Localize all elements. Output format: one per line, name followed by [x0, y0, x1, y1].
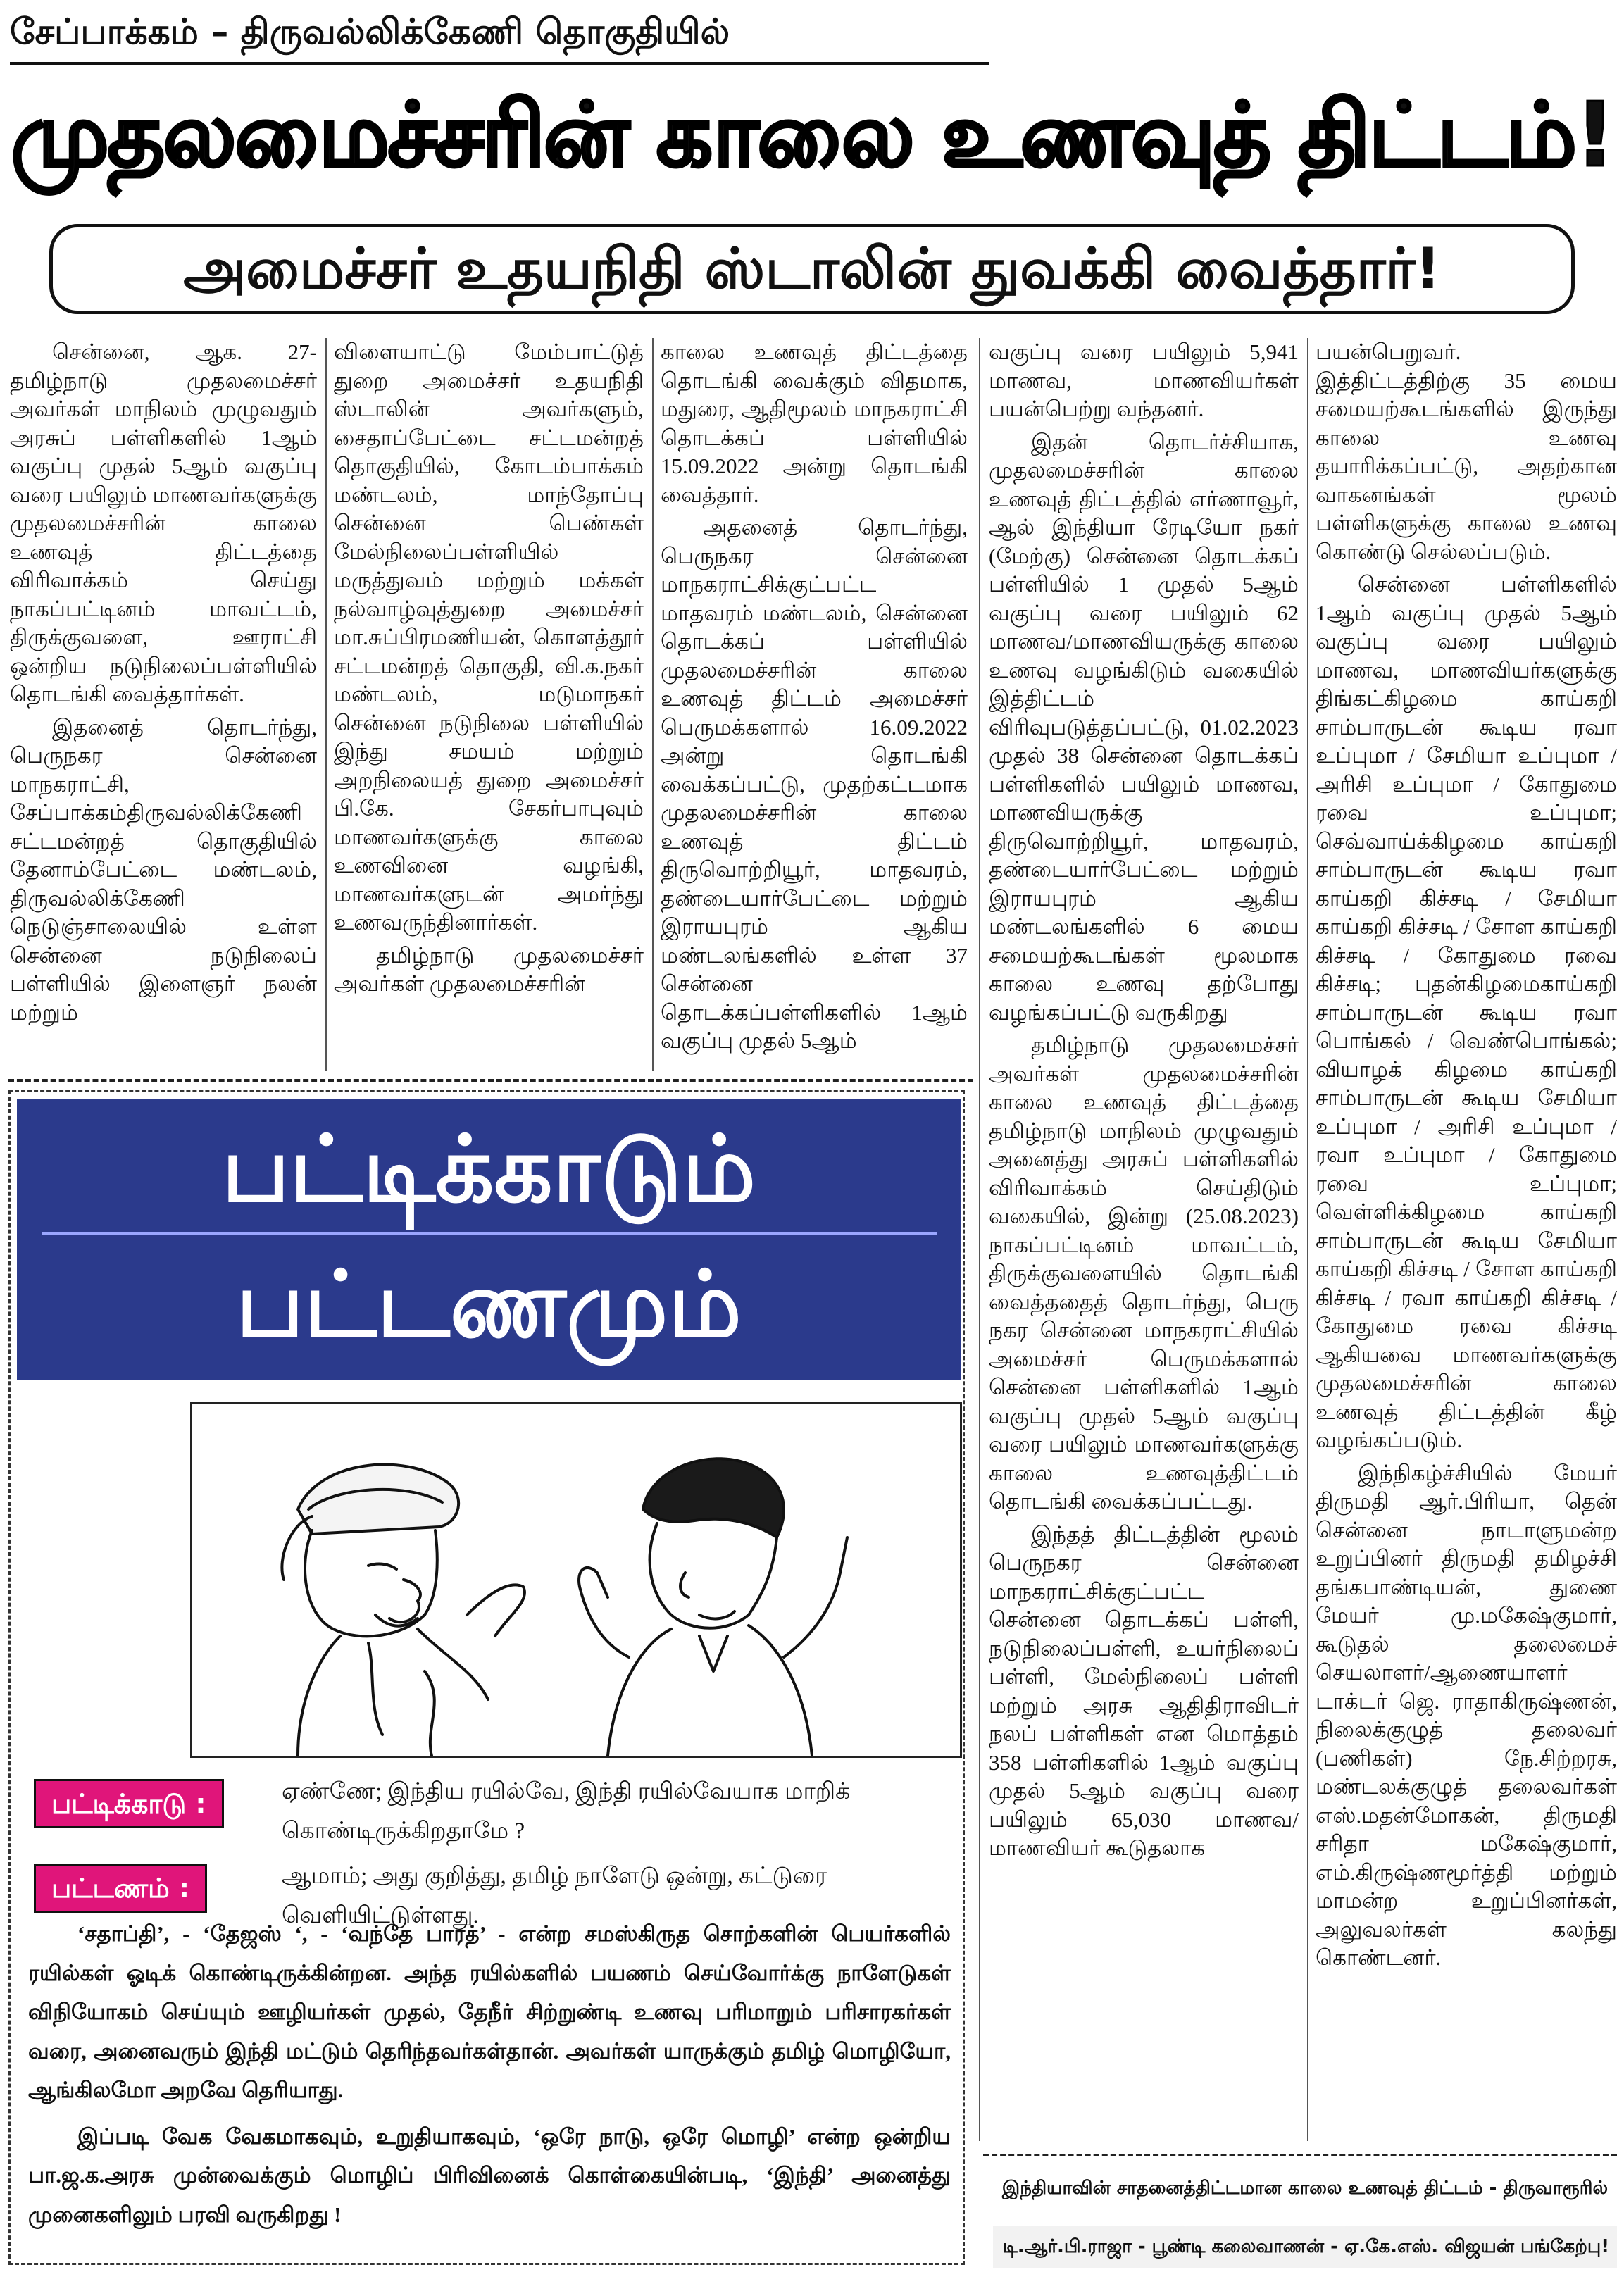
article-column-3 [661, 338, 968, 1071]
column-divider [979, 338, 980, 2141]
paragraph: விளையாட்டு மேம்பாட்டுத் துறை அமைச்சர் உதயநிதி ஸ்டாலின் அவர்களும், சைதாப்பேட்டை சட்டமன்றத் தொகுதியில், கோடம்பாக்கம் மண்டலம், மாந்தோப்பு சென்னை பெண்கள் மேல்நிலைப்பள்ளியில் மருத்துவம் மற்றும் மக்கள் நல்வாழ்வுத்துறை அமைச்சர் மா.சுப்பிரமணியன், கொளத்தூர் சட்டமன்றத் தொகுதி, வி.க.நகர் மண்டலம், மடுமாநகர் சென்னை நடுநிலை பள்ளியில் இந்து சமயம் மற்றும் அறநிலையத் துறை அமைச்சர் பி.கே. சேகர்பாபுவும் மாணவர்களுக்கு காலை உணவினை வழங்கி, மாணவர்களுடன் அமர்ந்து உணவருந்தினார்கள். [334, 339, 644, 935]
subheadline-box: அமைச்சர் உதயநிதி ஸ்டாலின் துவக்கி வைத்தார்! [49, 224, 1575, 314]
speaker-tag-townsman: பட்டணம் : [34, 1864, 207, 1913]
article-column-5 [1316, 338, 1617, 2141]
paragraph: தமிழ்நாடு முதலமைச்சர் அவர்கள் முதலமைச்சரின் [334, 942, 644, 996]
dialogue-line-townsman: ஆமாம்; அது குறித்து, தமிழ் நாளேடு ஒன்று, கட்டுரை வெளியிட்டுள்ளது. [282, 1864, 827, 1928]
paragraph: பயன்பெறுவர். இத்திட்டத்திற்கு 35 மைய சமையற்கூடங்களில் இருந்து காலை உணவு தயாரிக்கப்பட்டு, அதற்கான வாகனங்கள் மூலம் பள்ளிகளுக்கு காலை உணவு கொண்டு செல்லப்படும். [1316, 339, 1617, 564]
related-news-headline: டி.ஆர்.பி.ராஜா - பூண்டி கலைவாணன் - ஏ.கே.எஸ். விஜயன் பங்கேற்பு! [993, 2226, 1617, 2268]
article-column-1 [10, 338, 317, 1071]
main-headline: முதலமைச்சரின் காலை உணவுத் திட்டம்! [11, 83, 1613, 187]
paragraph: இந்நிகழ்ச்சியில் மேயர் திருமதி ஆர்.பிரியா, தென் சென்னை நாடாளுமன்ற உறுப்பினர் திருமதி தமிழச்சி தங்கபாண்டியன், துணை மேயர் மு.மகேஷ்குமார், கூடுதல் தலைமைச் செயலாளர்/ஆணையாளர் டாக்டர் ஜெ. ராதாகிருஷ்ணன், நிலைக்குழுத் தலைவர் (பணிகள்) நே.சிற்றரசு, மண்டலக்குழுத் தலைவர்கள் எஸ்.மதன்மோகன், திருமதி சரிதா மகேஷ்குமார், எம்.கிருஷ்ணமூர்த்தி மற்றும் மாமன்ற உறுப்பினர்கள், அலுவலர்கள் கலந்து கொண்டனர். [1316, 1460, 1617, 1970]
paragraph: அதனைத் தொடர்ந்து, பெருநகர சென்னை மாநகராட்சிக்குட்பட்ட மாதவரம் மண்டலம், சென்னை தொடக்கப் பள்ளியில் முதலமைச்சரின் காலை உணவுத் திட்டம் அமைச்சர் பெருமக்களால் 16.09.2022 அன்று தொடங்கி வைக்கப்பட்டு, முதற்கட்டமாக முதலமைச்சரின் காலை உணவுத் திட்டம் திருவொற்றியூர், மாதவரம், தண்டையார்பேட்டை மற்றும் இராயபுரம் ஆகிய மண்டலங்களில் உள்ள 37 சென்னை தொடக்கப்பள்ளிகளில் 1ஆம் வகுப்பு முதல் 5ஆம் [661, 515, 968, 1053]
kicker-line: சேப்பாக்கம் – திருவல்லிக்கேணி தொகுதியில் [10, 7, 989, 65]
paragraph: தமிழ்நாடு முதலமைச்சர் அவர்கள் முதலமைச்சரின் காலை உணவுத் திட்டத்தை தமிழ்நாடு மாநிலம் முழுவதும் அனைத்து அரசுப் பள்ளிகளில் விரிவாக்கம் செய்திடும் வகையில், இன்று (25.08.2023) நாகப்பட்டினம் மாவட்டம், திருக்குவளையில் தொடங்கி வைத்ததைத் தொடர்ந்து, பெரு நகர சென்னை மாநகராட்சியில் அமைச்சர் பெருமக்களால் சென்னை பள்ளிகளில் 1ஆம் வகுப்பு முதல் 5ஆம் வகுப்பு வரை பயிலும் மாணவர்களுக்கு காலை உணவுத்திட்டம் தொடங்கி வைக்கப்பட்டது. [989, 1032, 1299, 1513]
dialogue-line-villager: ஏண்ணே; இந்திய ரயில்வே, இந்தி ரயில்வேயாக மாறிக் கொண்டிருக்கிறதாமே ? [282, 1779, 851, 1844]
paragraph: இப்படி வேக வேகமாகவும், உறுதியாகவும், ‘ஒரே நாடு, ஒரே மொழி’ என்ற ஒன்றிய பா.ஜ.க.அரசு முன்வைக்கும் மொழிப் பிரிவினைக் கொள்கையின்படி, ‘இந்தி’ அனைத்து முனைகளிலும் பரவி வருகிறது ! [28, 2123, 951, 2227]
cartoon-illustration [190, 1402, 962, 1758]
banner-title-line-2: பட்டணமும் [235, 1251, 742, 1358]
related-news-caption: இந்தியாவின் சாதனைத்திட்டமான காலை உணவுத் திட்டம் - திருவாரூரில் [1001, 2178, 1609, 2199]
banner-title-line-1: பட்டிக்காடும் [221, 1116, 756, 1223]
speaker-tag-villager: பட்டிக்காடு : [34, 1779, 224, 1828]
paragraph: இந்தத் திட்டத்தின் மூலம் பெருநகர சென்னை மாநகராட்சிக்குட்பட்ட சென்னை தொடக்கப் பள்ளி, நடுநிலைப்பள்ளி, உயர்நிலைப் பள்ளி, மேல்நிலைப் பள்ளி மற்றும் அரசு ஆதிதிராவிடர் நலப் பள்ளிகள் என மொத்தம் 358 பள்ளிகளில் 1ஆம் வகுப்பு முதல் 5ஆம் வகுப்பு வரை பயிலும் 65,030 மாணவ/மாணவியர் கூடுதலாக [989, 1521, 1299, 1860]
article-column-4 [989, 338, 1299, 2141]
section-divider [983, 2154, 1617, 2156]
article-column-2 [334, 338, 644, 1071]
banner-divider [42, 1232, 937, 1235]
paragraph: வகுப்பு வரை பயிலும் 5,941 மாணவ, மாணவியர்கள் பயன்பெற்று வந்தனர். [989, 339, 1299, 421]
paragraph: சென்னை பள்ளிகளில் 1ஆம் வகுப்பு முதல் 5ஆம் வகுப்பு வரை பயிலும் மாணவ, மாணவியர்களுக்கு திங்கட்கிழமை காய்கறி சாம்பாருடன் கூடிய ரவா உப்புமா / சேமியா உப்புமா / அரிசி உப்புமா / கோதுமை ரவை உப்புமா; செவ்வாய்க்கிழமை காய்கறி சாம்பாருடன் கூடிய ரவா காய்கறி கிச்சடி / சேமியா காய்கறி கிச்சடி / சோள காய்கறி கிச்சடி / கோதுமை ரவை கிச்சடி; புதன்கிழமைகாய்கறி சாம்பாருடன் கூடிய ரவா பொங்கல் / வெண்பொங்கல்; வியாழக் கிழமை காய்கறி சாம்பாருடன் கூடிய சேமியா உப்புமா / அரிசி உப்புமா / ரவா உப்புமா / கோதுமை ரவை உப்புமா; வெள்ளிக்கிழமை காய்கறி சாம்பாருடன் கூடிய சேமியா காய்கறி கிச்சடி / சோள காய்கறி கிச்சடி / ரவா காய்கறி கிச்சடி / கோதுமை ரவை கிச்சடி ஆகியவை மாணவர்களுக்கு முதலமைச்சரின் காலை உணவுத் திட்டத்தின் கீழ் வழங்கப்படும். [1316, 572, 1617, 1452]
column-divider [1307, 338, 1308, 2141]
paragraph: இதன் தொடர்ச்சியாக, முதலமைச்சரின் காலை உணவுத் திட்டத்தில் எர்ணாவூர், ஆல் இந்தியா ரேடியோ நகர் (மேற்கு) சென்னை தொடக்கப் பள்ளியில் 1 முதல் 5ஆம் வகுப்பு வரை பயிலும் 62 மாணவ/மாணவியருக்கு காலை உணவு வழங்கிடும் வகையில் இத்திட்டம் விரிவுபடுத்தப்பட்டு, 01.02.2023 முதல் 38 சென்னை தொடக்கப் பள்ளிகளில் பயிலும் மாணவ, மாணவியருக்கு திருவொற்றியூர், மாதவரம், தண்டையார்பேட்டை மற்றும் இராயபுரம் ஆகிய மண்டலங்களில் 6 மைய சமையற்கூடங்கள் மூலமாக காலை உணவு தற்போது வழங்கப்பட்டு வருகிறது [989, 429, 1299, 1025]
column-divider [325, 338, 327, 1071]
column-divider [652, 338, 654, 1071]
feature-story [28, 1914, 951, 2241]
paragraph: ‘சதாப்தி’, - ‘தேஜஸ் ‘, - ‘வந்தே பாரத்’ - என்ற சமஸ்கிருத சொற்களின் பெயர்களில் ரயில்கள் ஓடிக் கொண்டிருக்கின்றன. அந்த ரயில்களில் பயணம் செய்வோர்க்கு நாளேடுகள் விநியோகம் செய்யும் ஊழியர்கள் முதல், தேநீர் சிற்றுண்டி உணவு பரிமாறும் பரிசாரகர்கள் வரை, அனைவரும் இந்தி மட்டும் தெரிந்தவர்கள்தான். அவர்கள் யாருக்கும் தமிழ் மொழியோ, ஆங்கிலமோ அறவே தெரியாது. [28, 1921, 951, 2102]
paragraph: சென்னை, ஆக. 27- தமிழ்நாடு முதலமைச்சர் அவர்கள் மாநிலம் முழுவதும் அரசுப் பள்ளிகளில் 1ஆம் வகுப்பு முதல் 5ஆம் வகுப்பு வரை பயிலும் மாணவர்களுக்கு முதலமைச்சரின் காலை உணவுத் திட்டத்தை விரிவாக்கம் செய்து நாகப்பட்டினம் மாவட்டம், திருக்குவளை, ஊராட்சி ஒன்றிய நடுநிலைப்பள்ளியில் தொடங்கி வைத்தார்கள். [10, 339, 317, 706]
section-divider [8, 1079, 973, 1082]
cartoon-drawing [192, 1404, 960, 1756]
paragraph: இதனைத் தொடர்ந்து, பெருநகர சென்னை மாநகராட்சி, சேப்பாக்கம்திருவல்லிக்கேணி சட்டமன்றத் தொகுதியில் தேனாம்பேட்டை மண்டலம், திருவல்லிக்கேணி நெடுஞ்சாலையில் உள்ள சென்னை நடுநிலைப் பள்ளியில் இளைஞர் நலன் மற்றும் [10, 714, 317, 1025]
paragraph: காலை உணவுத் திட்டத்தை தொடங்கி வைக்கும் விதமாக, மதுரை, ஆதிமூலம் மாநகராட்சி தொடக்கப் பள்ளியில் 15.09.2022 அன்று தொடங்கி வைத்தார். [661, 339, 968, 507]
